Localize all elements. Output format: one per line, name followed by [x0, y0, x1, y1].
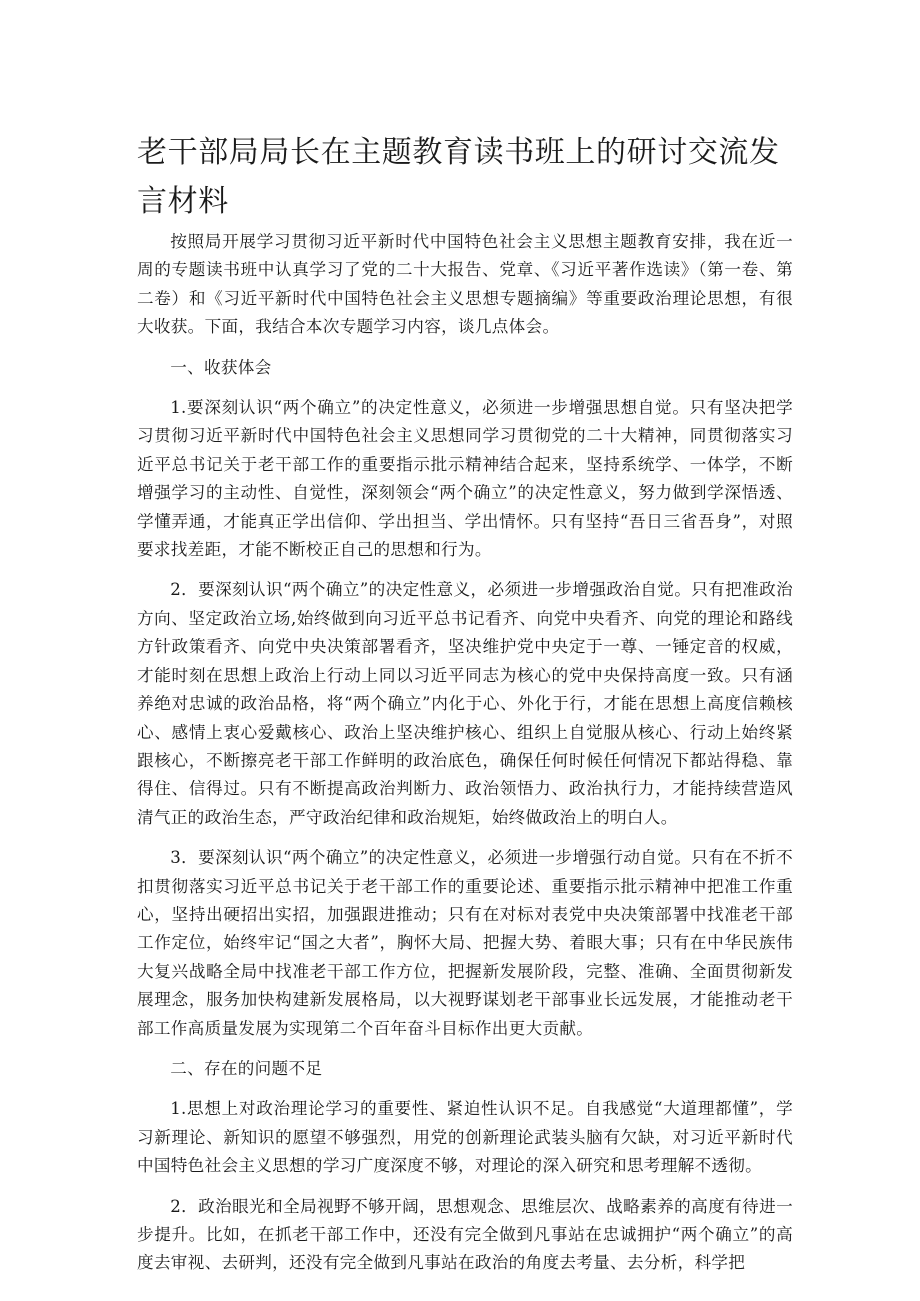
- section-heading-gains: 一、收获体会: [170, 357, 272, 377]
- paragraph-gain-2: 2．要深刻认识“两个确立”的决定性意义，必须进一步增强政治自觉。只有把准政治方向、坚定政治立场,始终做到向习近平总书记看齐、向党中央看齐、向党的理论和路线方针政策看齐、向党中央决策部署看齐，坚决维护党中央定于一尊、一锤定音的权威，才能时刻在思想上政治上行动上同以习近平同志为核心的党中央保持高度一致。只有涵养绝对忠诚的政治品格，将“两个确立”内化于心、外化于行，才能在思想上高度信赖核心、感情上衷心爱戴核心、政治上坚决维护核心、组织上自觉服从核心、行动上始终紧跟核心，不断擦亮老干部工作鲜明的政治底色，确保任何时候任何情况下都站得稳、靠得住、信得过。只有不断提高政治判断力、政治领悟力、政治执行力，才能持续营造风清气正的政治生态，严守政治纪律和政治规矩，始终做政治上的明白人。: [137, 580, 793, 827]
- intro-paragraph: 按照局开展学习贯彻习近平新时代中国特色社会主义思想主题教育安排，我在近一周的专题读书班中认真学习了党的二十大报告、党章、《习近平著作选读》（第一卷、第二卷）和《习近平新时代中国特色社会主义思想专题摘编》等重要政治理论思想，有很大收获。下面，我结合本次专题学习内容，谈几点体会。: [137, 232, 793, 337]
- document-title: 老干部局局长在主题教育读书班上的研讨交流发言材料: [137, 135, 780, 219]
- document-body: [137, 228, 793, 1290]
- paragraph-gain-1: 1.要深刻认识“两个确立”的决定性意义，必须进一步增强思想自觉。只有坚决把学习贯彻习近平新时代中国特色社会主义思想同学习贯彻党的二十大精神，同贯彻落实习近平总书记关于老干部工作的重要指示批示精神结合起来，坚持系统学、一体学，不断增强学习的主动性、自觉性，深刻领会“两个确立”的决定性意义，努力做到学深悟透、学懂弄通，才能真正学出信仰、学出担当、学出情怀。只有坚持“吾日三省吾身”，对照要求找差距，才能不断校正自己的思想和行为。: [137, 398, 793, 560]
- paragraph-gain-3: 3．要深刻认识“两个确立”的决定性意义，必须进一步增强行动自觉。只有在不折不扣贯彻落实习近平总书记关于老干部工作的重要论述、重要指示批示精神中把准工作重心，坚持出硬招出实招，加强跟进推动；只有在对标对表党中央决策部署中找准老干部工作定位，始终牢记“国之大者”，胸怀大局、把握大势、着眼大事；只有在中华民族伟大复兴战略全局中找准老干部工作方位，把握新发展阶段，完整、准确、全面贯彻新发展理念，服务加快构建新发展格局，以大视野谋划老干部事业长远发展，才能推动老干部工作高质量发展为实现第二个百年奋斗目标作出更大贡献。: [137, 848, 793, 1038]
- paragraph-problem-2: 2．政治眼光和全局视野不够开阔，思想观念、思维层次、战略素养的高度有待进一步提升。比如，在抓老干部工作中，还没有完全做到凡事站在忠诚拥护“两个确立”的高度去审视、去研判，还没有完全做到凡事站在政治的角度去考量、去分析，科学把: [137, 1196, 793, 1273]
- paragraph-problem-1: 1.思想上对政治理论学习的重要性、紧迫性认识不足。自我感觉“大道理都懂”，学习新理论、新知识的愿望不够强烈，用党的创新理论武装头脑有欠缺，对习近平新时代中国特色社会主义思想的学习广度深度不够，对理论的深入研究和思考理解不透彻。: [137, 1099, 793, 1176]
- section-heading-problems: 二、存在的问题不足: [170, 1058, 323, 1078]
